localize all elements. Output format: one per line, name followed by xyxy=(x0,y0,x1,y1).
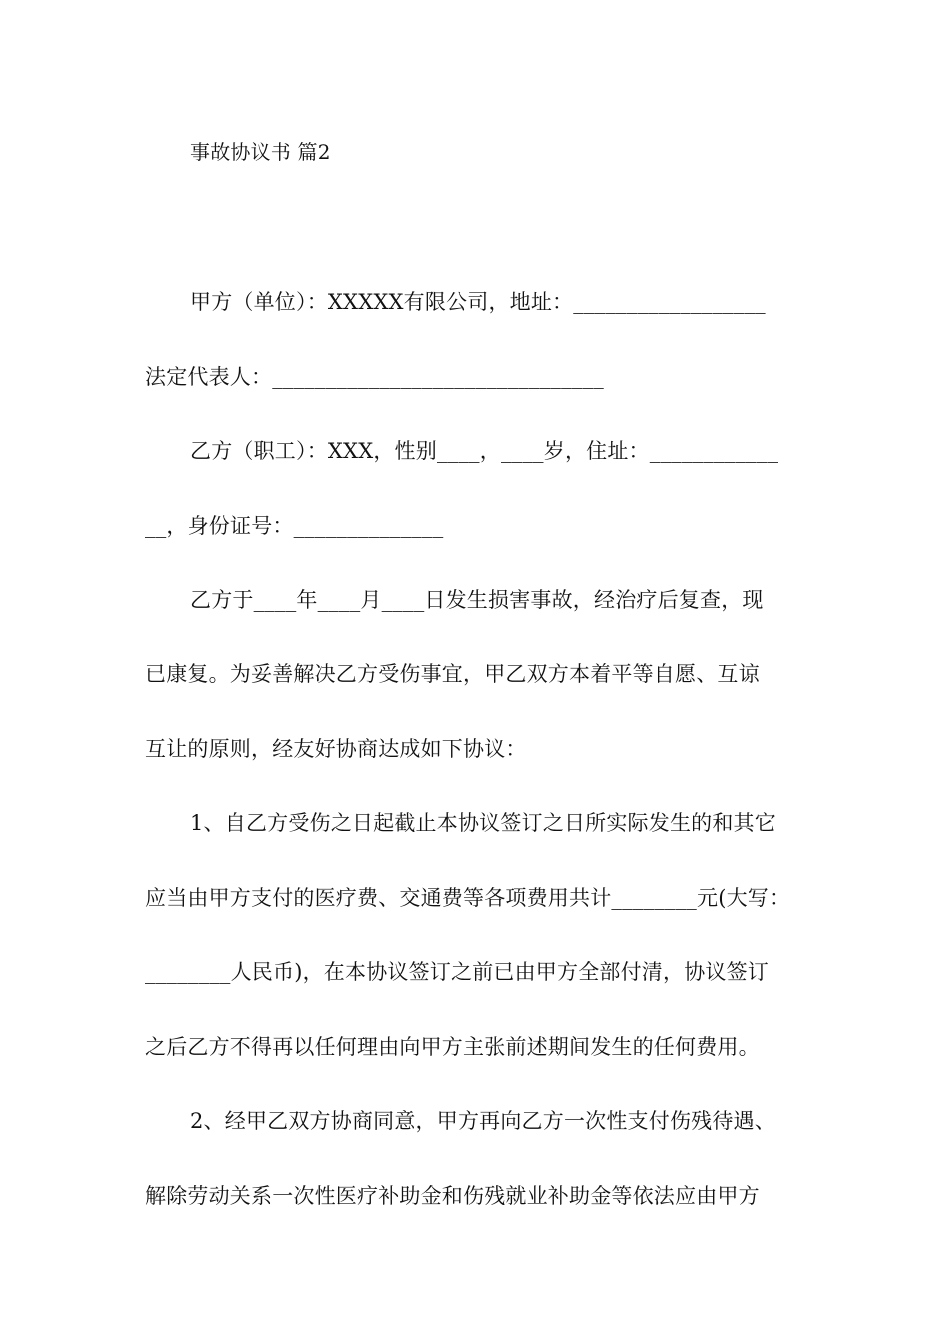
paragraph-line: 已康复。为妥善解决乙方受伤事宜，甲乙双方本着平等自愿、互谅 xyxy=(145,662,760,686)
document-title: 事故协议书 篇2 xyxy=(190,140,331,164)
clause-1-line: 应当由甲方支付的医疗费、交通费等各项费用共计________元(大写： xyxy=(145,886,791,910)
paragraph-line-id-number: __，身份证号：______________ xyxy=(145,514,444,538)
clause-1-line: 1、自乙方受伤之日起截止本协议签订之日所实际发生的和其它 xyxy=(190,811,776,835)
paragraph-line-party-b: 乙方（职工）：XXX，性别____，____岁，住址：____________ xyxy=(190,439,779,463)
paragraph-line: 互让的原则，经友好协商达成如下协议： xyxy=(145,737,527,761)
paragraph-line-party-a: 甲方（单位）：XXXXX有限公司，地址：__________________ xyxy=(190,290,766,314)
paragraph-line-legal-rep: 法定代表人：_______________________________ xyxy=(145,365,604,389)
paragraph-line: 乙方于____年____月____日发生损害事故，经治疗后复查，现 xyxy=(190,588,764,612)
clause-2-line: 解除劳动关系一次性医疗补助金和伤残就业补助金等依法应由甲方 xyxy=(145,1184,760,1208)
clause-1-line: 之后乙方不得再以任何理由向甲方主张前述期间发生的任何费用。 xyxy=(145,1035,760,1059)
clause-1-line: ________人民币)，在本协议签订之前已由甲方全部付清，协议签订 xyxy=(145,960,769,984)
clause-2-line: 2、经甲乙双方协商同意，甲方再向乙方一次性支付伤残待遇、 xyxy=(190,1109,776,1133)
